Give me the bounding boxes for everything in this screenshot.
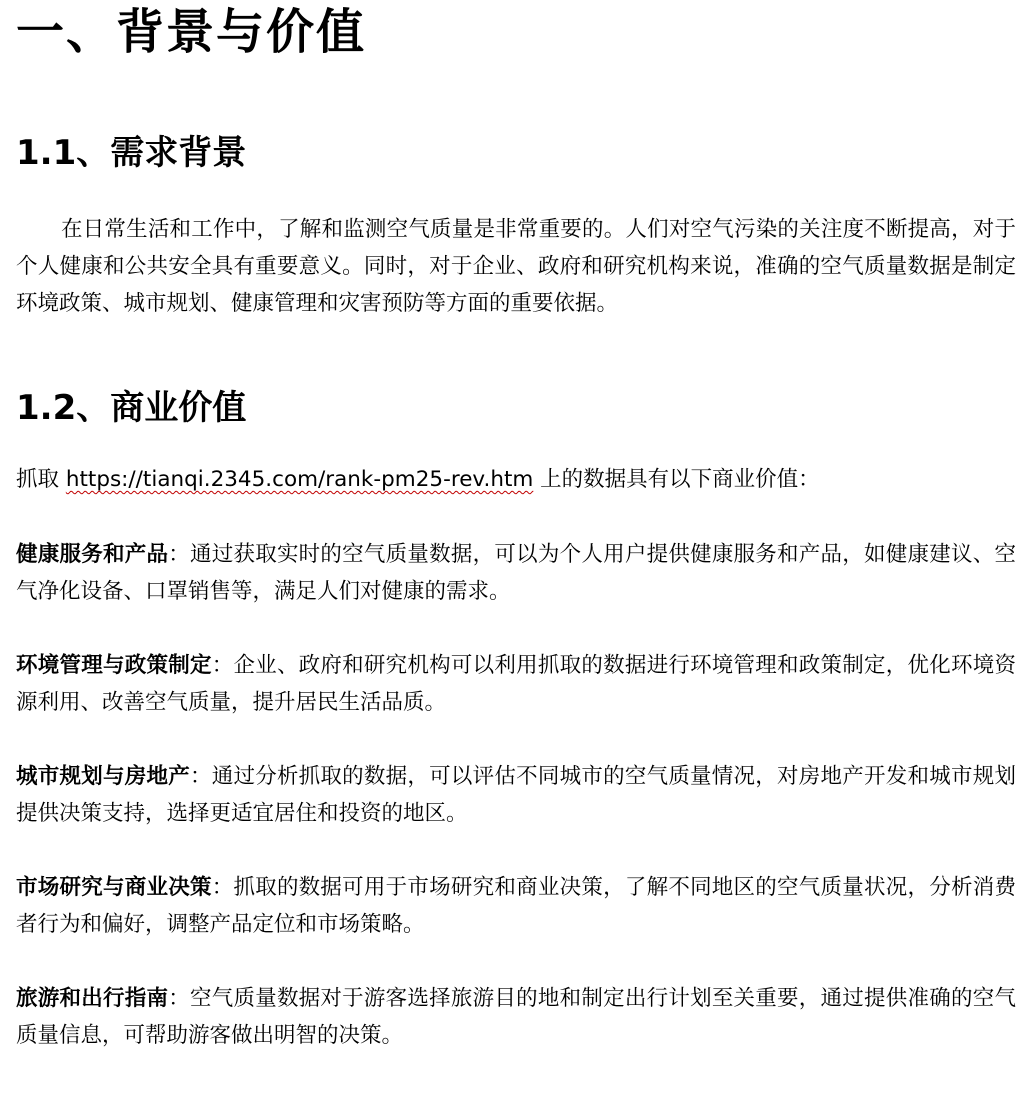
item-text: 通过分析抓取的数据，可以评估不同城市的空气质量情况，对房地产开发和城市规划提供决策支持，选择更适宜居住和投资的地区。	[16, 764, 1016, 826]
background-paragraph: 在日常生活和工作中，了解和监测空气质量是非常重要的。人们对空气污染的关注度不断提高，对于个人健康和公共安全具有重要意义。同时，对于企业、政府和研究机构来说，准确的空气质量数据是制定环境政策、城市规划、健康管理和灾害预防等方面的重要依据。	[16, 217, 1016, 316]
item-colon: ：	[211, 875, 234, 900]
value-item-market-research	[16, 869, 1016, 943]
intro-prefix: 抓取	[16, 467, 66, 492]
item-text: 通过获取实时的空气质量数据，可以为个人用户提供健康服务和产品，如健康建议、空气净化设备、口罩销售等，满足人们对健康的需求。	[16, 542, 1016, 604]
document-page	[16, 0, 1016, 1054]
value-intro	[16, 461, 1016, 498]
page-title: 一、背景与价值	[16, 4, 367, 60]
item-text: 企业、政府和研究机构可以利用抓取的数据进行环境管理和政策制定，优化环境资源利用、改善空气质量，提升居民生活品质。	[16, 653, 1016, 715]
value-item-urban-planning	[16, 758, 1016, 832]
item-text: 空气质量数据对于游客选择旅游目的地和制定出行计划至关重要，通过提供准确的空气质量信息，可帮助游客做出明智的决策。	[16, 986, 1016, 1048]
item-term: 旅游和出行指南	[16, 986, 169, 1011]
section-heading-background: 1.1、需求背景	[16, 133, 247, 173]
value-item-travel	[16, 980, 1016, 1054]
item-colon: ：	[211, 653, 234, 678]
item-colon: ：	[168, 986, 190, 1011]
source-url: https://tianqi.2345.com/rank-pm25-rev.htm	[65, 467, 534, 492]
value-item-environment	[16, 647, 1016, 721]
item-text: 抓取的数据可用于市场研究和商业决策，了解不同地区的空气质量状况，分析消费者行为和偏好，调整产品定位和市场策略。	[16, 875, 1016, 937]
intro-suffix: 上的数据具有以下商业价值：	[533, 467, 820, 492]
value-item-health	[16, 536, 1016, 610]
item-term: 健康服务和产品	[16, 542, 169, 567]
item-colon: ：	[189, 764, 212, 789]
item-term: 城市规划与房地产	[16, 764, 190, 789]
item-term: 环境管理与政策制定	[16, 653, 212, 678]
item-colon: ：	[168, 542, 190, 567]
item-term: 市场研究与商业决策	[16, 875, 212, 900]
section-heading-value: 1.2、商业价值	[16, 388, 247, 428]
